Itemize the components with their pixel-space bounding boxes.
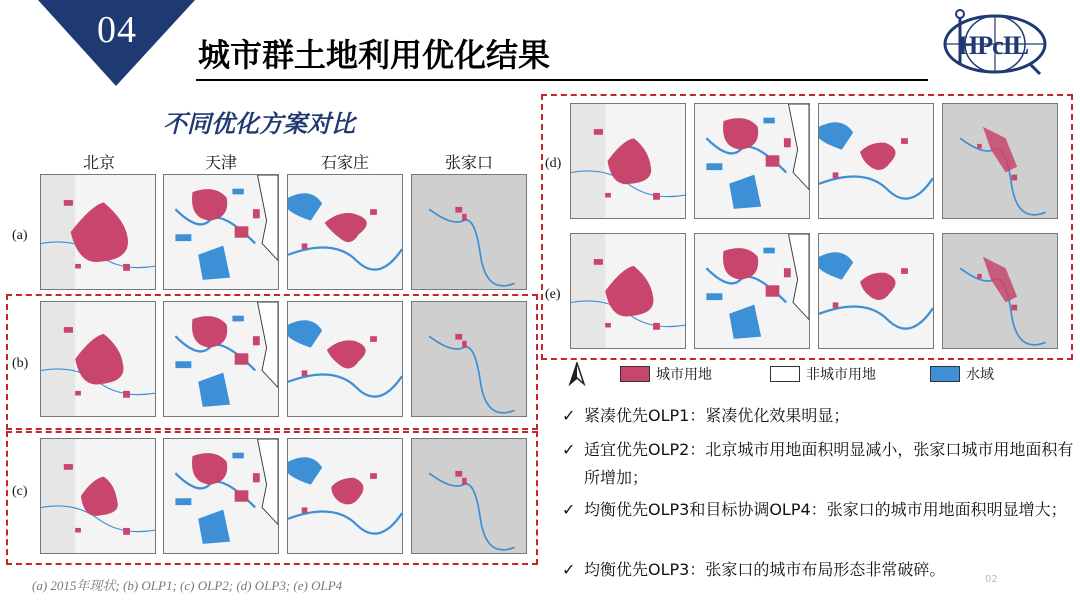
bullet-olp2 [562,436,1074,492]
svg-text:HPcIL: HPcIL [958,31,1029,60]
page-title: 城市群土地利用优化结果 [198,36,551,74]
highlight-box-row-b [6,294,538,430]
row-label-b: (b) [12,356,29,371]
bullet-text-2: 适宜优先OLP2：北京城市用地面积明显减小，张家口城市用地面积有所增加； [584,440,1074,487]
legend-label-water: 水域 [966,367,994,383]
check-icon: ✓ [562,406,576,425]
map-thumbnail [163,174,279,290]
column-label-beijing: 北京 [82,153,115,172]
check-icon: ✓ [562,440,576,459]
row-label-a: (a) [12,228,28,243]
figure-caption: (a) 2015年现状; (b) OLP1; (c) OLP2; (d) OLP3; (e) OLP4 [32,578,343,593]
highlight-box-rows-de [541,94,1073,360]
legend-water [930,364,994,384]
map-thumbnail [40,174,156,290]
bullet-text-4: 均衡优先OLP3：张家口的城市布局形态非常破碎。 [584,560,946,579]
lab-logo [940,4,1050,76]
check-icon: ✓ [562,560,576,579]
row-label-e: (e) [545,287,561,302]
north-arrow-icon [568,362,586,386]
legend-swatch-urban [620,366,650,382]
bullet-text-1: 紧凑优先OLP1：紧凑优化效果明显； [584,406,850,425]
legend-swatch-water [930,366,960,382]
page-number: 02 [985,574,998,585]
legend-label-nonurban: 非城市用地 [806,367,876,383]
bullet-text-3: 均衡优先OLP3和目标协调OLP4：张家口的城市用地面积明显增大； [584,500,1067,519]
comparison-subtitle: 不同优化方案对比 [163,110,355,138]
legend-label-urban: 城市用地 [656,367,712,383]
column-label-tianjin: 天津 [204,153,237,172]
row-label-d: (d) [545,156,562,171]
bullet-olp1 [562,402,1062,430]
check-icon: ✓ [562,500,576,519]
map-thumbnail [287,174,403,290]
column-label-shijiazhuang: 石家庄 [320,153,369,172]
row-label-c: (c) [12,484,28,499]
legend-swatch-nonurban [770,366,800,382]
highlight-box-row-c [6,431,538,565]
section-number: 04 [97,9,137,51]
bullet-olp3-olp4 [562,496,1074,524]
map-thumbnail [411,174,527,290]
legend-urban [620,364,712,384]
column-label-zhangjiakou: 张家口 [444,153,493,172]
legend-nonurban [770,364,876,384]
title-underline [196,79,928,81]
